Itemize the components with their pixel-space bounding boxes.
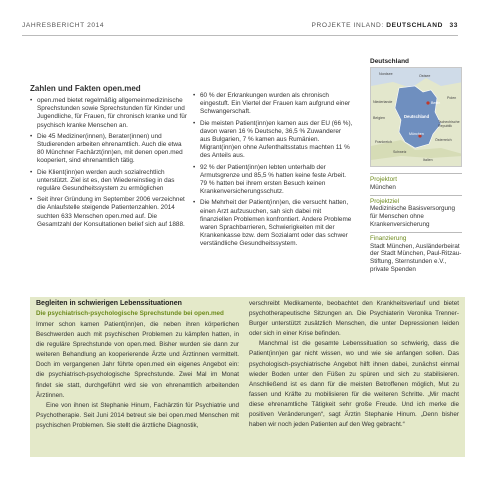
info-divider <box>370 195 462 196</box>
list-item: • 60 % der Erkrankungen wurden als chronisch eingestuft. Ein Viertel der Frauen kam aufgrund einer Schwangerschaft. <box>193 92 353 117</box>
berlin-marker <box>426 101 429 104</box>
page-header <box>22 22 458 34</box>
map-title: Deutschland <box>370 58 410 65</box>
map-label-niederlande: Niederlande <box>373 100 393 104</box>
list-item: • Die Klient(inn)en werden auch sozialrechtlich unterstützt. Ziel ist es, den Wiedereinstieg in das reguläre Gesundheitssystem zu ermöglichen <box>30 169 188 194</box>
info-divider <box>370 173 462 174</box>
map-label-nordsee: Nordsee <box>379 72 393 76</box>
feature-column-1 <box>36 320 239 431</box>
map-label-ostsee: Ostsee <box>419 74 431 78</box>
header-divider <box>22 35 458 36</box>
info-label-goal: Projektziel <box>370 197 400 205</box>
map-label-belgien: Belgien <box>373 116 385 120</box>
info-value-funding: Stadt München, Ausländerbeirat der Stadt München, Paul-Ritzau-Stiftung, Sternstunden e.V., private Spenden <box>370 242 462 273</box>
info-label-location: Projektort <box>370 176 397 183</box>
list-item: • 92 % der Patient(inn)en lebten unterhalb der Armutsgrenze und 85,5 % hatten keine feste Arbeit. 79 % hatten bei ihrem ersten Besuch keinen Krankenversicherungsschutz. <box>193 164 353 197</box>
page-number: 33 <box>449 22 458 29</box>
map-label-italien: Italien <box>423 158 433 162</box>
info-label-funding: Finanzierung <box>370 234 407 242</box>
section-prefix: PROJEKTE INLAND: <box>311 22 384 29</box>
map-label-schweiz: Schweiz <box>393 150 407 154</box>
facts-column-1 <box>30 97 188 232</box>
section-country: DEUTSCHLAND <box>386 22 444 29</box>
info-value-location: München <box>370 183 396 191</box>
map-label-tschechien: Tschechische Republik <box>438 120 460 128</box>
list-item: • Die Mehrheit der Patient(inn)en, die versucht hatten, einen Arzt aufzusuchen, sah sich dabei mit finanziellen Problemen konfrontiert. Andere Probleme waren Sprachbarrieren, Schwierigkeiten mit der Krankenkasse bzw. dem Sozialamt oder das schwer verständliche Gesundheitssystem. <box>193 199 353 248</box>
project-sidebar <box>370 58 462 277</box>
info-value-goal: Medizinische Basisversorgung für Menschen ohne Krankenversicherung <box>370 205 456 228</box>
map-label-muenchen: München <box>409 132 424 136</box>
map-label-oesterreich: Österreich <box>435 138 452 142</box>
paragraph: verschreibt Medikamente, beobachtet den Krankheitsverlauf und bietet psychotherapeutische Sitzungen an. Die Psychiaterin Veronika Trenner-Burger unterstützt zusätzlich Menschen, die unter Depressionen leiden oder sich in einer Krise befinden. <box>249 300 459 338</box>
section-header <box>312 22 458 29</box>
paragraph: Eine von ihnen ist Stephanie Hinum, Fachärztin für Psychiatrie und Psychotherapie. Seit Juni 2014 betreut sie bei open.med Menschen mit psychischen Problemen. Sie stellt die ärztliche Diagnostik, <box>36 401 239 429</box>
map-label-berlin: Berlin <box>431 101 441 105</box>
info-divider <box>370 232 462 233</box>
feature-box-subtitle: Die psychiatrisch-psychologische Sprechstunde bei open.med <box>36 310 224 317</box>
list-item: • open.med bietet regelmäßig allgemeinmedizinische Sprechstunden sowie Sprechstunden für Kinder und Jugendliche, für Frauen, für chronisch kranke und für psychisch kranke Menschen an. <box>30 97 188 130</box>
map-label-polen: Polen <box>447 96 457 100</box>
list-item: • Seit ihrer Gründung im September 2006 verzeichnet die Anlaufstelle steigende Patientenzahlen. 2014 suchten 633 Menschen open.med auf. Die Gesamtzahl der Konsultationen belief sich auf 1888. <box>30 196 188 229</box>
map-label-frankreich: Frankreich <box>375 140 392 144</box>
map-label-deutschland: Deutschland <box>404 114 430 119</box>
paragraph: Immer schon kamen Patient(inn)en, die neben ihren körperlichen Beschwerden auch mit psychischen Problemen zu kämpfen hatten, in die reguläre Sprechstunde von open.med. Bisher wurden sie dann zur weiteren Behandlung an kooperierende Ärzte und Ärztinnen vermittelt. Doch im vergangenen Jahr führte open.med ein eigenes Angebot ein: die psychiatrisch-psychologische Sprechstunde. Zwei Mal im Monat findet sie statt, durchgeführt wird sie von ehrenamtlich arbeitenden Ärztinnen. <box>36 321 239 399</box>
germany-map <box>370 67 462 167</box>
sea-shape <box>371 68 462 88</box>
report-title: JAHRESBERICHT 2014 <box>22 22 105 29</box>
feature-column-2 <box>249 299 459 430</box>
list-item: • Die meisten Patient(inn)en kamen aus der EU (66 %), davon waren 16 % Deutsche, 36,5 % Zuwanderer aus Bulgarien, 7 % kamen aus Rumänien. Migrant(inn)en ohne Aufenthaltsstatus machten 11 % des Anteils aus. <box>193 120 353 161</box>
paragraph: Manchmal ist die gesamte Lebenssituation so schwierig, dass die Patient(inn)en gar nicht wissen, wo und wie sie anfangen sollen. Das psychologisch-psychiatrische Angebot hilft ihnen dabei, zunächst einmal wieder Boden unter den Füßen zu spüren und sich zu stabilisieren. Anschließend ist es dann für die meisten Betroffenen möglich, Mut zu fassen und Kräfte zu mobilisieren für die weiteren Schritte. „Mir macht diese ehrenamtliche Tätigkeit sehr große Freude. Und ich merke die positiven Veränderungen“, sagt Ärztin Stephanie Hinum. „Denn bisher haben wir noch jeden Patienten auf den Weg gebracht.“ <box>249 340 459 429</box>
facts-column-2 <box>193 92 353 252</box>
facts-heading: Zahlen und Fakten open.med <box>30 84 141 93</box>
project-info <box>370 173 462 274</box>
feature-box-title: Begleiten in schwierigen Lebenssituationen <box>36 300 182 307</box>
list-item: • Die 45 Mediziner(innen), Berater(innen) und Studierenden arbeiten ehrenamtlich. Auch die etwa 80 Münchner Fachärzt(inn)en, mit denen open.med kooperiert, sind ehrenamtlich tätig. <box>30 133 188 166</box>
